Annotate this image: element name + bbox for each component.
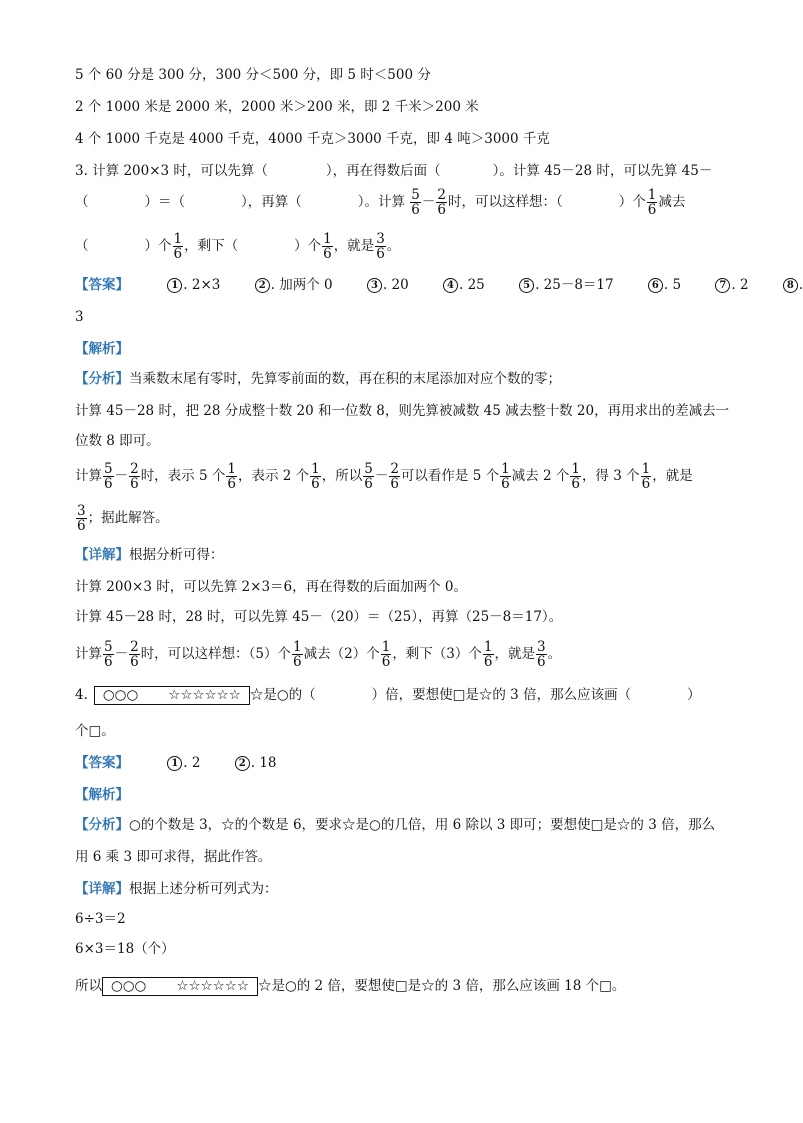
fraction: $\frac{1}{6}$ — [483, 639, 493, 670]
circled-number: 2 — [235, 756, 250, 771]
circled-number: 6 — [648, 278, 663, 293]
answer-line: 【答案】 1 . 2×3 2 . 加两个 0 3 . 20 4 . 25 5 . 25－8＝17 6 . 5 7 . 2 8 . — [75, 277, 803, 293]
fraction: $\frac{3}{6}$ — [376, 231, 385, 262]
fraction: $\frac{1}{6}$ — [173, 231, 183, 262]
fraction: $\frac{2}{6}$ — [130, 461, 139, 492]
circled-number: 8 — [783, 278, 798, 293]
text-line: 2 个 1000 米是 2000 米，2000 米＞200 米，即 2 千米＞200 米 — [75, 99, 479, 115]
analysis-line: 位数 8 即可。 — [75, 433, 160, 449]
fraction: $\frac{5}{6}$ — [104, 461, 113, 492]
question-3-line-2: （ ）＝（ ），再算（ ）。计算 $\frac{5}{6}$ － $\frac{2}{6}$ 时，可以这样想：（ ）个 $\frac{1}{6}$ 减去 — [75, 187, 686, 218]
fraction: $\frac{1}{6}$ — [293, 639, 302, 670]
circled-number: 3 — [367, 278, 382, 293]
detail-line: 【详解】根据上述分析可列式为： — [75, 881, 278, 897]
fraction: $\frac{5}{6}$ — [364, 461, 373, 492]
fraction: $\frac{1}{6}$ — [571, 461, 580, 492]
fraction: $\frac{1}{6}$ — [227, 461, 236, 492]
fraction: $\frac{2}{6}$ — [130, 639, 139, 670]
fraction: $\frac{3}{6}$ — [537, 639, 546, 670]
circled-number: 1 — [167, 756, 182, 771]
analysis-line: 用 6 乘 3 即可求得，据此作答。 — [75, 849, 272, 865]
fraction: $\frac{5}{6}$ — [411, 187, 420, 218]
question-3-line-3: （ ）个 $\frac{1}{6}$ ，剩下（ ）个 $\frac{1}{6}$ ，就是 $\frac{3}{6}$ 。 — [75, 231, 401, 262]
circled-number: 5 — [519, 278, 534, 293]
detail-line-fractions: 计算 $\frac{5}{6}$ － $\frac{2}{6}$ 时，可以这样想：（5）个 $\frac{1}{6}$ 减去（2）个 $\frac{1}{6}$ ，剩下（3）个 $\frac{1}{6}$ ，就是 $\frac{3}{6}$ 。 — [75, 639, 562, 670]
circled-number: 1 — [167, 278, 182, 293]
analysis-line: 【分析】当乘数末尾有零时，先算零前面的数，再在积的末尾添加对应个数的零； — [75, 371, 561, 387]
detail-line: 【详解】根据分析可得： — [75, 547, 224, 563]
analysis-line: 【分析】○的个数是 3，☆的个数是 6，要求☆是○的几倍，用 6 除以 3 即可；要想使□是☆的 3 倍，那么 — [75, 817, 716, 833]
shape-box: ○○○ ☆☆☆☆☆☆ — [102, 977, 258, 996]
circled-number: 2 — [255, 278, 270, 293]
detail-line: 计算 200×3 时，可以先算 2×3＝6，再在得数的后面加两个 0。 — [75, 579, 468, 595]
analysis-line-fractions: 计算 $\frac{5}{6}$ － $\frac{2}{6}$ 时，表示 5 个 $\frac{1}{6}$ ，表示 2 个 $\frac{1}{6}$ ，所以 $\frac{5}{6}$ － $\frac{2}{6}$ 可以看作是 5 个 $\frac{1}{6}$ 减去 2 个 $\frac{1}{6}$ ，得 3 个 $\frac{1}{6}$ ，就是 — [75, 461, 693, 492]
fraction: $\frac{1}{6}$ — [641, 461, 651, 492]
fraction: $\frac{1}{6}$ — [647, 187, 657, 218]
analysis-line: $\frac{3}{6}$ ；据此解答。 — [77, 503, 169, 534]
text-line: 4 个 1000 千克是 4000 千克，4000 千克＞3000 千克，即 4 吨＞3000 千克 — [75, 131, 550, 147]
question-3-line-1: 3. 计算 200×3 时，可以先算（ ），再在得数后面（ ）。计算 45－28 时，可以先算 45－ — [75, 163, 713, 179]
fraction: $\frac{1}{6}$ — [381, 639, 391, 670]
analysis-tag: 【解析】 — [75, 787, 129, 803]
circled-number: 4 — [443, 278, 458, 293]
fraction: $\frac{2}{6}$ — [390, 461, 399, 492]
fraction: $\frac{1}{6}$ — [323, 231, 332, 262]
fraction: $\frac{2}{6}$ — [437, 187, 446, 218]
detail-line: 6×3＝18（个） — [75, 941, 175, 957]
detail-line: 计算 45－28 时，28 时，可以先算 45－（20）＝（25），再算（25－8＝17）。 — [75, 609, 563, 625]
text-line: 5 个 60 分是 300 分，300 分＜500 分，即 5 时＜500 分 — [75, 67, 431, 83]
analysis-line: 计算 45－28 时，把 28 分成整十数 20 和一位数 8，则先算被减数 45 减去整十数 20，再用求出的差减去一 — [75, 403, 730, 419]
shape-box: ○○○ ☆☆☆☆☆☆ — [94, 686, 250, 705]
fraction: $\frac{3}{6}$ — [77, 503, 86, 534]
answer-continuation: 3 — [75, 309, 84, 325]
answer-tag: 【答案】 — [75, 755, 129, 771]
analysis-tag: 【解析】 — [75, 341, 129, 357]
fraction: $\frac{5}{6}$ — [104, 639, 113, 670]
detail-line: 所以 ○○○ ☆☆☆☆☆☆ ☆是○的 2 倍，要想使□是☆的 3 倍，那么应该画 18 个□。 — [75, 978, 626, 994]
answer-line: 【答案】 1 . 2 2 . 18 — [75, 755, 277, 771]
circled-number: 7 — [715, 278, 730, 293]
question-4-line-2: 个□。 — [75, 723, 115, 739]
answer-tag: 【答案】 — [75, 277, 129, 293]
detail-line: 6÷3＝2 — [75, 911, 126, 927]
fraction: $\frac{1}{6}$ — [501, 461, 510, 492]
fraction: $\frac{1}{6}$ — [311, 461, 320, 492]
question-4-line-1: 4. ○○○ ☆☆☆☆☆☆ ☆是○的（ ）倍，要想使□是☆的 3 倍，那么应该画（ ） — [75, 687, 701, 703]
